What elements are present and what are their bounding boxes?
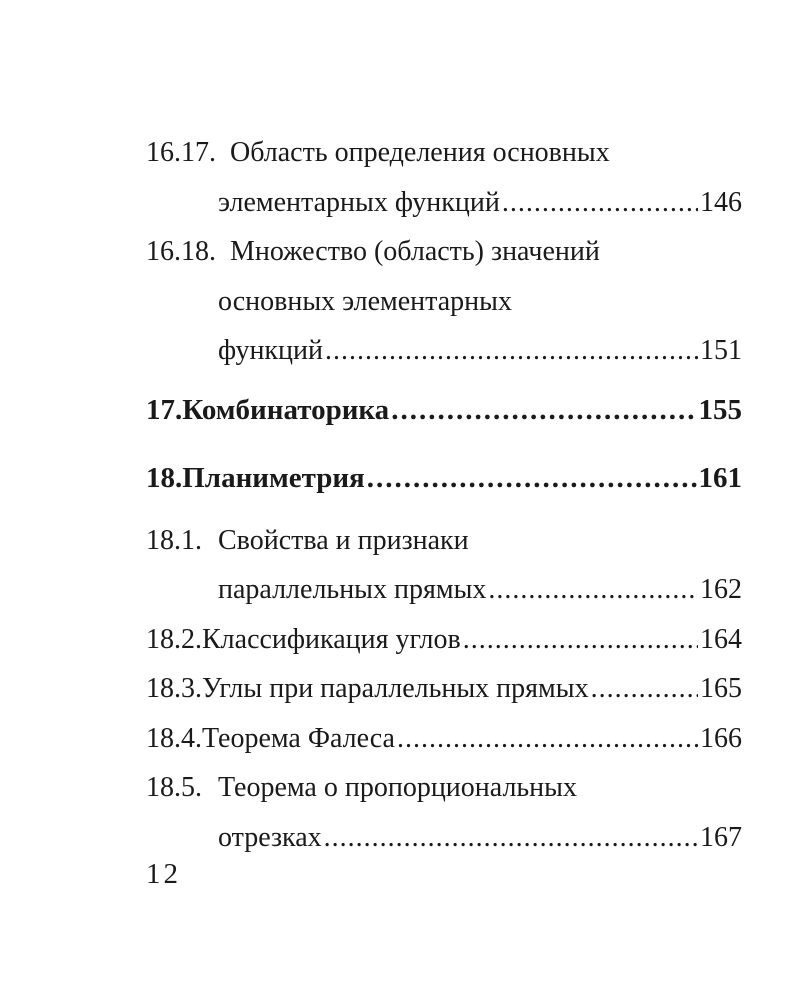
dot-leader (391, 376, 696, 444)
toc-line (146, 277, 742, 327)
toc-entry-number: 16.17. (146, 137, 216, 168)
toc-entry-number: 18.3. (146, 673, 202, 704)
toc-chapter-number: 18. (146, 461, 183, 494)
toc-page-number: 155 (698, 393, 742, 426)
toc-page-number: 167 (700, 821, 742, 853)
toc-page-number: 162 (700, 574, 742, 605)
toc-entry-title-continued: функций (218, 335, 323, 366)
toc-entry-18-5 (146, 763, 742, 862)
toc-entry-title: Область определения основных (230, 137, 610, 168)
dot-leader (463, 615, 698, 665)
toc-page-number: 161 (698, 461, 742, 494)
dot-leader (591, 664, 698, 714)
toc-line (146, 326, 742, 376)
toc-entry-number: 16.18. (146, 236, 216, 267)
toc-line (146, 615, 742, 665)
toc-chapter-number: 17. (146, 393, 183, 426)
toc-line (146, 227, 742, 277)
toc-line (146, 444, 742, 512)
toc-entry-number: 18.2. (146, 623, 202, 655)
toc-chapter-18 (146, 444, 742, 512)
toc-entry-18-4 (146, 714, 742, 764)
dot-leader (367, 444, 697, 512)
toc-entry-title-continued: отрезках (218, 821, 322, 853)
toc-page-number: 165 (700, 673, 742, 704)
toc-entry-title-continued: элементарных функций (218, 186, 500, 218)
toc-entry-18-3 (146, 664, 742, 714)
toc-entry-16-18 (146, 227, 742, 376)
page-footer-number: 12 (146, 858, 181, 890)
toc-entry-title-continued: параллельных прямых (218, 574, 487, 605)
toc-entry-title: Теорема Фалеса (202, 722, 395, 754)
toc-line (146, 376, 742, 444)
dot-leader (502, 178, 698, 228)
toc-chapter-title: Комбинаторика (182, 393, 390, 426)
toc-line (146, 714, 742, 764)
toc-entry-title: Множество (область) значений (230, 236, 600, 267)
toc-page-number: 146 (700, 186, 742, 218)
toc-line (146, 178, 742, 228)
toc-page-number: 166 (700, 722, 742, 754)
toc-chapter-title: Планиметрия (182, 461, 365, 494)
toc-entry-title: Классификация углов (202, 623, 461, 655)
toc-entry-title: Теорема о пропорциональных (218, 772, 577, 803)
toc-entry-number: 18.5. (146, 772, 202, 803)
dot-leader (488, 565, 698, 615)
dot-leader (324, 813, 698, 863)
toc-entry-18-1 (146, 516, 742, 615)
table-of-contents (146, 128, 742, 862)
toc-entry-title-continued: основных элементарных (218, 285, 512, 317)
toc-line (146, 565, 742, 615)
toc-entry-16-17 (146, 128, 742, 227)
toc-entry-number: 18.1. (146, 524, 202, 556)
dot-leader (325, 326, 698, 376)
toc-page-number: 164 (700, 623, 742, 655)
toc-line (146, 128, 742, 178)
toc-entry-title: Свойства и признаки (218, 524, 469, 556)
toc-line (146, 664, 742, 714)
toc-line (146, 516, 742, 566)
toc-entry-18-2 (146, 615, 742, 665)
toc-line (146, 813, 742, 863)
toc-entry-number: 18.4. (146, 722, 202, 754)
toc-page-number: 151 (700, 335, 742, 366)
toc-chapter-17 (146, 376, 742, 444)
dot-leader (397, 714, 698, 764)
toc-line (146, 763, 742, 813)
toc-entry-title: Углы при параллельных прямых (202, 673, 589, 704)
